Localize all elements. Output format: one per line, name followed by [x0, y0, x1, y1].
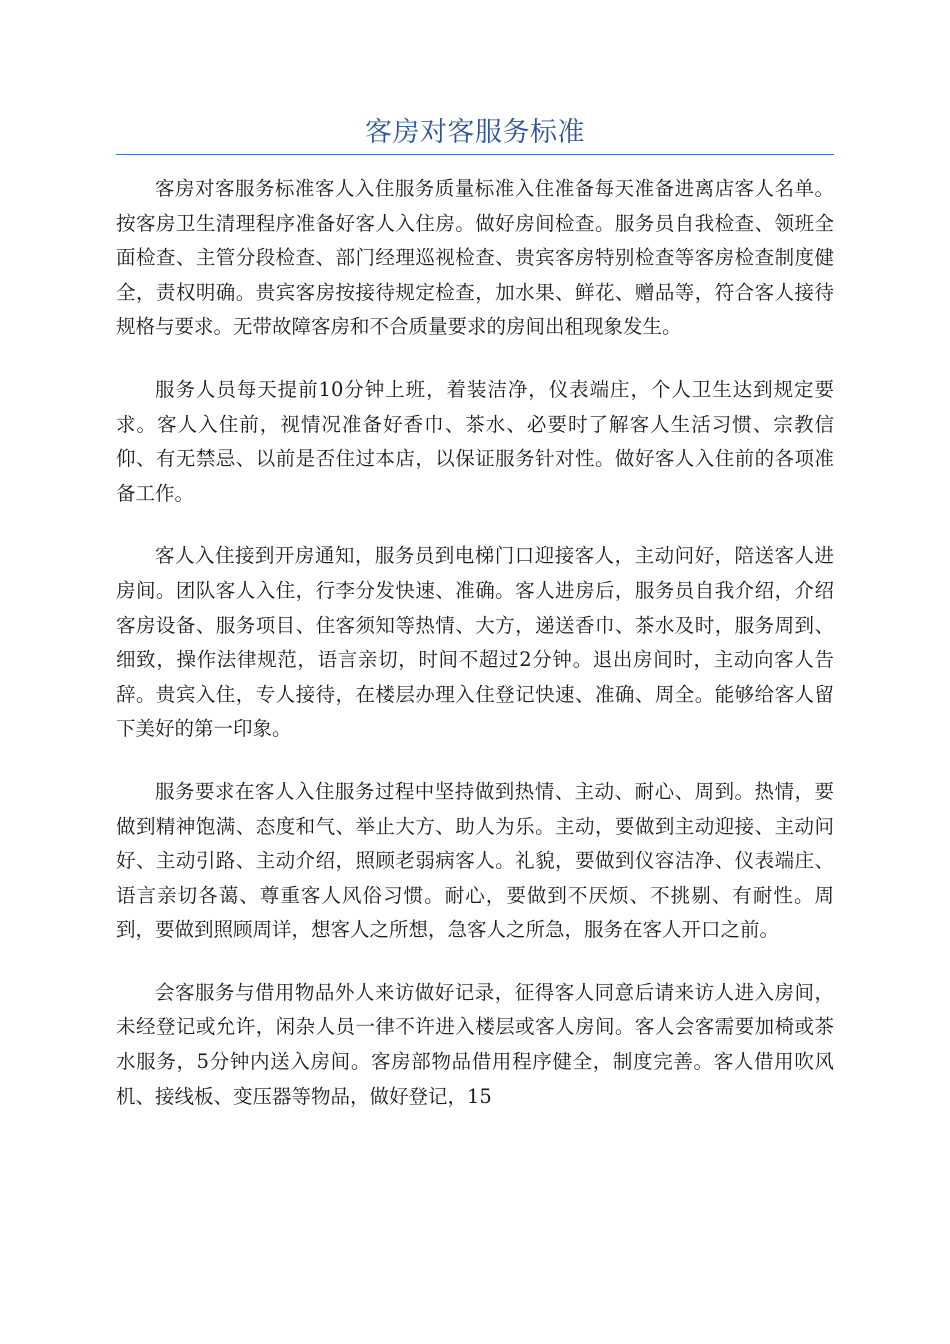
paragraph-3: 客人入住接到开房通知，服务员到电梯门口迎接客人，主动问好，陪送客人进房间。团队客人入住，行李分发快速、准确。客人进房后，服务员自我介绍，介绍客房设备、服务项目、住客须知等热情、大方，递送香巾、茶水及时，服务周到、细致，操作法律规范，语言亲切，时间不超过2分钟。退出房间时，主动向客人告辞。贵宾入住，专人接待，在楼层办理入住登记快速、准确、周全。能够给客人留下美好的第一印象。: [116, 544, 834, 741]
document-title: 客房对客服务标准: [365, 117, 585, 148]
document-body: [116, 172, 834, 1142]
paragraph-2: 服务人员每天提前10分钟上班，着装洁净，仪表端庄，个人卫生达到规定要求。客人入住前，视情况准备好香巾、茶水、必要时了解客人生活习惯、宗教信仰、有无禁忌、以前是否住过本店，以保证服务针对性。做好客人入住前的各项准备工作。: [116, 377, 834, 505]
title-underline: [116, 154, 834, 155]
paragraph-5: 会客服务与借用物品外人来访做好记录，征得客人同意后请来访人进入房间，未经登记或允许，闲杂人员一律不许进入楼层或客人房间。客人会客需要加椅或茶水服务，5分钟内送入房间。客房部物品借用程序健全，制度完善。客人借用吹风机、接线板、变压器等物品，做好登记，15: [116, 980, 834, 1108]
paragraph-1: 客房对客服务标准客人入住服务质量标准入住准备每天准备进离店客人名单。按客房卫生清理程序准备好客人入住房。做好房间检查。服务员自我检查、领班全面检查、主管分段检查、部门经理巡视检查、贵宾客房特别检查等客房检查制度健全，责权明确。贵宾客房按接待规定检查，加水果、鲜花、赠品等，符合客人接待规格与要求。无带故障客房和不合质量要求的房间出租现象发生。: [116, 177, 834, 339]
paragraph-4: 服务要求在客人入住服务过程中坚持做到热情、主动、耐心、周到。热情，要做到精神饱满、态度和气、举止大方、助人为乐。主动，要做到主动迎接、主动问好、主动引路、主动介绍，照顾老弱病客人。礼貌，要做到仪容洁净、仪表端庄、语言亲切各蔼、尊重客人风俗习惯。耐心，要做到不厌烦、不挑剔、有耐性。周到，要做到照顾周详，想客人之所想，急客人之所急，服务在客人开口之前。: [116, 779, 834, 942]
